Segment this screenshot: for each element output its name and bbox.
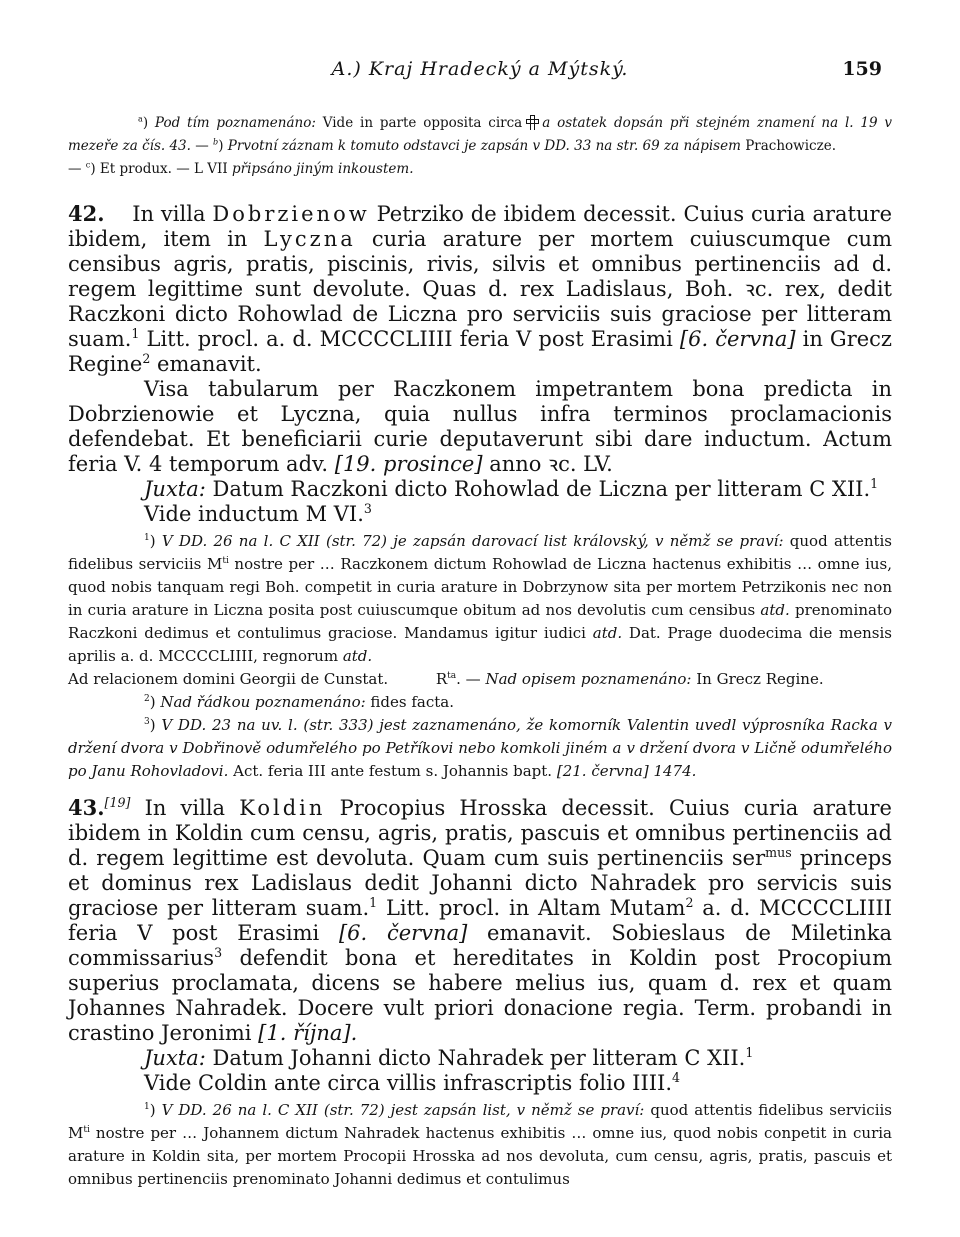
footnote-ref: 1 <box>131 326 140 341</box>
entry-text: curia arature per mortem cuiuscumque cum censibus agris, pratis, piscinis, rivis, silvis et omnibus pertinenciis ad d. regem legittime sunt devolute. Quas d. rex Ladislaus, Boh. ꝛc. rex, dedit Raczkoni dicto Rohowlad de Liczna pro serviciis suis graciose per litteram suam. <box>68 227 892 351</box>
entry-text: Visa tabularum per Raczkonem impetrantem bona predicta in Dobrzienowie et Lyczna, quia nullus infra terminos proclamacionis defendebat. Et beneficiarii curie deputaverunt sibi dare inductum. Actum feria V. 4 temporum adv. <box>68 377 892 476</box>
entry-text: In villa <box>132 202 213 226</box>
footnote-text: ) <box>149 716 162 734</box>
footnote-1 <box>68 530 892 668</box>
footnote-ref: 4 <box>672 1070 681 1085</box>
top-notes <box>68 112 892 181</box>
date-note: [6. června] <box>338 921 468 945</box>
running-head: A.) Kraj Hradecký a Mýtský. <box>331 58 629 80</box>
note-text: ) <box>142 115 155 131</box>
footnote-ref: 2 <box>142 351 151 366</box>
entry-42 <box>68 201 892 783</box>
footnote-ref: 2 <box>685 895 694 910</box>
entry-number: 42. <box>68 201 105 226</box>
note-c <box>68 158 892 181</box>
entry-text: princeps et dominus rex Ladislaus dedit Johanni dicto Nahradek pro servicis suis graciose per litteram suam. <box>68 846 892 920</box>
footnote-text: ) <box>149 693 161 711</box>
footnote-ref: 3 <box>214 945 223 960</box>
footnote-marker: 3 <box>144 717 150 727</box>
juxta-label: Juxta: <box>144 1046 206 1070</box>
entry-text: Litt. procl. a. d. MCCCCLIIII feria V post Erasimi <box>139 327 680 351</box>
footnote-ref: 1 <box>369 895 378 910</box>
entry-text: Litt. procl. in Altam Mutam <box>377 896 686 920</box>
place-name: Lyczna <box>263 227 356 251</box>
footnote-text: atd. <box>760 601 790 619</box>
entry-text: Vide inductum M VI. <box>144 502 364 526</box>
footnote-text: ) <box>149 1101 162 1119</box>
footnote-text: ) <box>149 532 162 550</box>
place-name: Dobrzienow <box>212 202 370 226</box>
note-marker-c: c <box>85 159 91 170</box>
footnote-text: quod attentis fidelibus serviciis M <box>68 1101 892 1142</box>
footnote-text: atd. <box>342 647 373 665</box>
cross-sign-icon <box>526 115 538 129</box>
note-text: připsáno jiným inkoustem. <box>231 161 414 177</box>
entry-text: Petrziko de ibidem decessit. Cuius curia arature ibidem, item in <box>68 202 892 251</box>
entry-text: Procopius Hrosska decessit. Cuius curia arature ibidem in Koldin cum censu, agris, pratis, pascuis et omnibus pertinenciis ad d. regem legittime est devoluta. Quam cum suis pertinenciis ser <box>68 796 892 870</box>
footnote-text: ti <box>83 1125 90 1135</box>
entry-number: 43. <box>68 795 105 820</box>
date-note: [6. června] <box>679 327 796 351</box>
footnote-text: Ad relacionem domini Georgii de Cunstat. <box>68 670 389 688</box>
entry-42-juxta <box>68 477 892 502</box>
footnote-text: Dat. Prage duodecima die mensis aprilis a. d. MCCCCLIIII, regnorum <box>68 624 892 665</box>
note-marker-b: b <box>213 136 219 147</box>
footnote-text: fides facta. <box>365 693 455 711</box>
folio-ref: [19] <box>104 795 131 810</box>
date-note: [19. prosince] <box>334 452 483 476</box>
footnote-text: V DD. 26 na l. C XII (str. 72) je zapsán darovací list královský, v němž se praví: <box>161 532 784 550</box>
footnote-ref: 1 <box>870 476 879 491</box>
note-text: a ostatek dopsán při stejném znamení na l. 19 v mezeře za čís. 43. <box>68 115 893 154</box>
place-name: Koldin <box>239 796 326 820</box>
footnote-text: Nad řádkou poznamenáno: <box>160 693 366 711</box>
note-text: ) Et produx. — L VII <box>90 161 232 177</box>
entry-43 <box>68 795 892 1191</box>
note-text: Prvotní záznam k tomuto odstavci je zapsán v DD. 33 na str. 69 za nápisem <box>227 138 741 154</box>
note-text: — <box>190 138 214 154</box>
footnote-text: V DD. 26 na l. C XII (str. 72) jest zapsán list, v němž se praví: <box>161 1101 645 1119</box>
footnote-text: ti <box>222 556 229 566</box>
footnote-text: R <box>435 670 448 688</box>
footnote-text: Nad opisem poznamenáno: <box>485 670 692 688</box>
footnote-2 <box>68 691 892 714</box>
entry-text: defendit bona et hereditates in Koldin post Procopium superius proclamata, dicens se habere melius ius, quam d. rex et quam Johannes Nahradek. Docere vult priori donacione regia. Term. probandi in crastino Jeronimi <box>68 946 892 1045</box>
entry-text: Datum Raczkoni dicto Rohowlad de Liczna per litteram C XII. <box>205 477 871 501</box>
entry-text: Vide Coldin ante circa villis infrascriptis folio IIII. <box>144 1071 673 1095</box>
footnote-text: V DD. 23 na uv. l. (str. 333) jest zaznamenáno, že komorník Valentin uvedl výprosníka Racka v držení dvora v Dobřinově odumřelého po Petříkovi nebo komkoli jiném a v držení dvora v Ličně odumřelého po Janu Rohovladovi. <box>68 716 892 780</box>
note-text: — <box>68 161 86 177</box>
footnote-3 <box>68 714 892 783</box>
entry-text: Datum Johanni dicto Nahradek per litteram C XII. <box>205 1046 746 1070</box>
juxta-label: Juxta: <box>144 477 206 501</box>
entry-43-juxta <box>68 1046 892 1071</box>
footnote-marker: 2 <box>144 694 150 704</box>
footnote-ref: 3 <box>363 501 372 516</box>
footnote-text: [21. června] 1474. <box>556 762 697 780</box>
footnote-text: nostre per … Raczkonem dictum Rohowlad de Liczna hactenus exhibitis … omne ius, quod nobis tanquam regi Boh. competit in curia arature in Dobrzynow sita per mortem Petrzikonis nec non in curia arature in Liczna posita post cuiuscumque obitum ad nos devolutis cum censibus <box>68 555 892 619</box>
footnote-text: quod attentis fidelibus serviciis M <box>68 532 893 573</box>
footnote-text: Act. feria III ante festum s. Johannis bapt. <box>228 762 557 780</box>
note-text: Prachowicze. <box>740 138 836 154</box>
footnote-ref: 1 <box>745 1045 754 1060</box>
footnote-1 <box>68 1099 892 1191</box>
entry-42-paragraph <box>68 201 892 377</box>
entry-43-vide <box>68 1071 892 1096</box>
entry-text: mus <box>765 845 792 860</box>
entry-text: in Grecz Regine <box>68 327 892 376</box>
footnote-text: prenominato Raczkoni dedimus et contulimus graciose. Mandamus igitur iudici <box>68 601 892 642</box>
note-text: Pod tím poznamenáno: <box>154 115 316 131</box>
note-a-b <box>68 112 892 158</box>
footnote-text: atd. <box>592 624 623 642</box>
note-text: Vide in parte opposita circa <box>315 115 523 131</box>
footnote-text: In Grecz Regine. <box>691 670 824 688</box>
entry-42-footnotes <box>68 530 892 783</box>
page-header <box>0 58 960 88</box>
entry-42-vide <box>68 502 892 527</box>
entry-text: In villa <box>130 796 240 820</box>
footnote-text: nostre per … Johannem dictum Nahradek hactenus exhibitis … omne ius, quod nobis conpetit in curia arature in Koldin sita, per mortem Procopii Hrosska ad nos devoluta, cum censu, agris, pratis, pascuis et omnibus pertinenciis prenominato Johanni dedimus et contulimus <box>68 1124 892 1188</box>
entry-43-footnotes <box>68 1099 892 1191</box>
entry-43-paragraph <box>68 795 892 1046</box>
entry-text: emanavit. Sobieslaus de Miletinka commissarius <box>68 921 892 970</box>
note-marker-a: a <box>138 113 143 124</box>
footnote-marker: 1 <box>144 1102 150 1112</box>
date-note: [1. října]. <box>258 1021 358 1045</box>
entry-text: anno ꝛc. LV. <box>482 452 613 476</box>
entry-text: a. d. MCCCCLIIII feria V post Erasimi <box>68 896 892 945</box>
footnote-text: ta <box>447 671 457 681</box>
footnote-marker: 1 <box>144 533 150 543</box>
note-text: ) <box>218 138 228 154</box>
footnote-text: . — <box>456 670 486 688</box>
entry-text: emanavit. <box>150 352 262 376</box>
footnote-1-last <box>68 668 892 691</box>
entry-42-paragraph <box>68 377 892 477</box>
page-number: 159 <box>842 58 882 80</box>
